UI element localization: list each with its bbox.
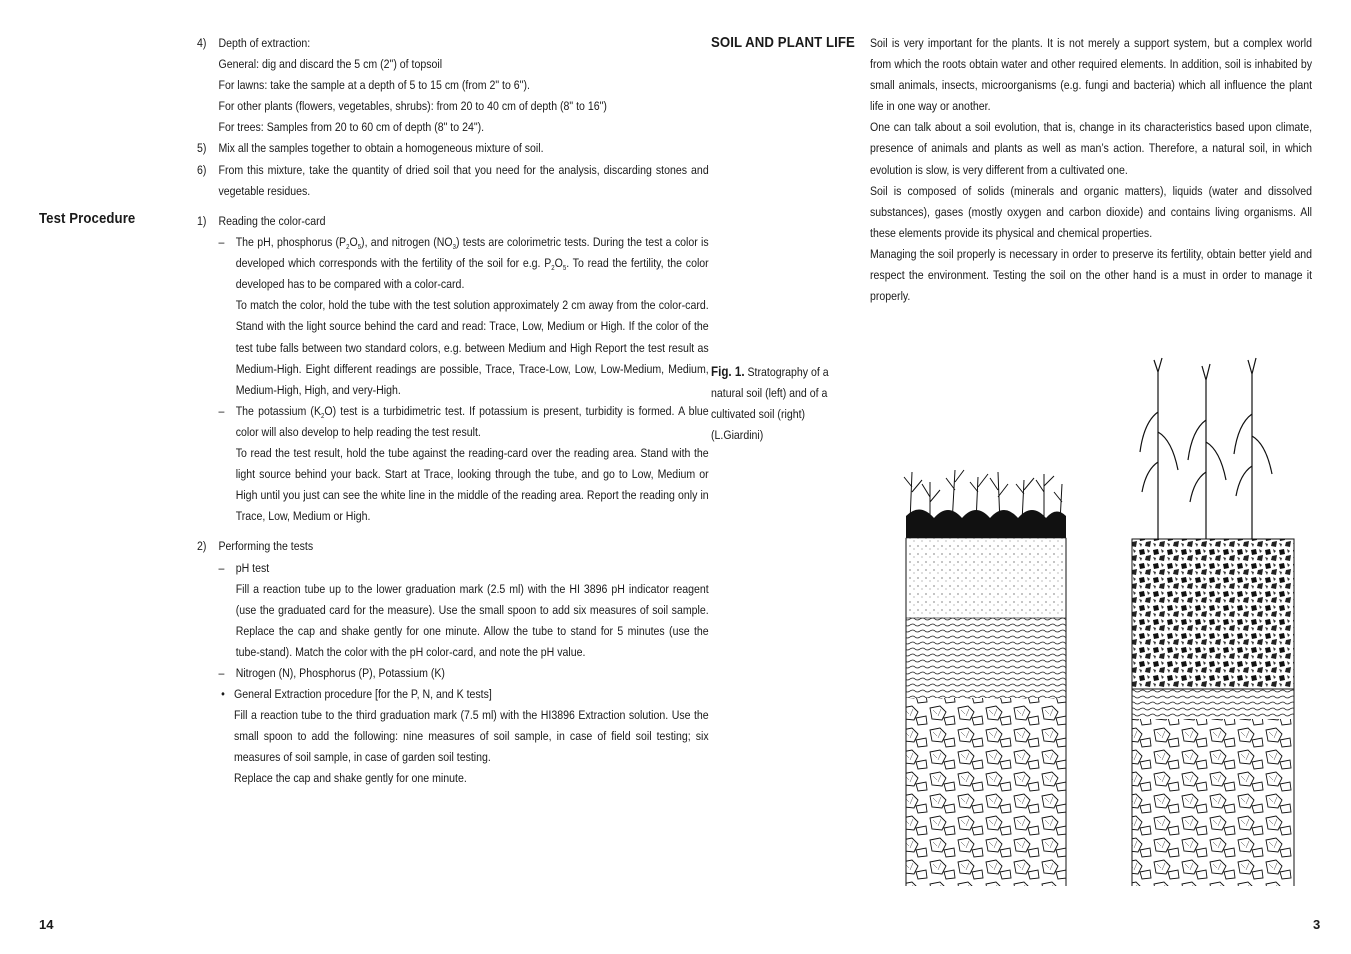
depth-line: For other plants (flowers, vegetables, shrubs): from 20 to 40 cm of depth (8" to 16") xyxy=(218,99,607,114)
figure-label: Fig. 1. xyxy=(711,364,745,379)
right-page xyxy=(676,0,1351,954)
test-procedure-heading: Test Procedure xyxy=(39,210,136,227)
step-2 xyxy=(197,536,709,557)
step-4 xyxy=(197,33,709,54)
paragraph: One can talk about a soil evolution, that is, change in its characteristics based upon climate, presence of animals and plants as well as man’s action. Therefore, a natural soil, in which evolution is slow, is very different from a cultivated one. xyxy=(870,120,1313,177)
step-title: From this mixture, take the quantity of dried soil that you need for the analysis, discarding stones and vegetable residues. xyxy=(218,162,709,198)
figure-caption-text: Stratography of a natural soil (left) and of a cultivated soil (right) (L.Giardini) xyxy=(711,365,829,443)
natural-soil-column xyxy=(904,470,1066,886)
ph-test-paragraph: Fill a reaction tube up to the lower graduation mark (2.5 ml) with the HI 3896 pH indicator reagent (use the graduated card for the measure). Use the small spoon to add six measures of soil sample. Replace the cap and shake gently for one minute. Allow the tube to stand for 5 minutes (use the tube-stand). Match the color with the pH color-card, and note the pH value. xyxy=(235,581,709,659)
paragraph: Soil is composed of solids (minerals and organic matters), liquids (water and dissolved substances), gases (mostly oxygen and carbon dioxide) and contains living organisms. All these elements provide its physical and chemical properties. xyxy=(870,183,1313,240)
read-result-paragraph: To read the test result, hold the tube against the reading-card over the reading area. Stand with the light source behind your back. Start at Trace, looking through the tube, and go to Low, Medium or High until you just can see the white line in the middle of the reading area. Report the reading only in Trace, Low, Medium or High. xyxy=(235,446,709,524)
extraction-procedure-paragraph: Fill a reaction tube to the third graduation mark (7.5 ml) with the HI3896 Extraction solution. Use the small spoon to add the following: nine measures of soil sample, in case of field soil testing; six measures of soil sample, in case of garden soil testing. xyxy=(233,708,709,765)
paragraph: Soil is very important for the plants. It is not merely a support system, but a complex world from which the roots obtain water and other required elements. In addition, soil is inhabited by small animals, insects, microorganisms (e.g. fungi and bacteria) which all influence the plant life in one way or another. xyxy=(870,36,1313,114)
step-number: 6) xyxy=(197,162,207,177)
step-title: Performing the tests xyxy=(218,539,314,554)
step-6 xyxy=(197,160,709,202)
ph-test-title: – pH test xyxy=(218,560,270,575)
depth-line: General: dig and discard the 5 cm (2") of topsoil xyxy=(218,57,443,72)
paragraph: Managing the soil properly is necessary in order to preserve its fertility, obtain better yield and respect the environment. Testing the soil on the other hand is a must in order to manage it properly. xyxy=(870,246,1313,304)
depth-line: For trees: Samples from 20 to 60 cm of depth (8" to 24"). xyxy=(218,120,485,135)
step-number: 1) xyxy=(197,214,207,228)
step-title: Reading the color-card xyxy=(218,214,326,228)
extraction-procedure-title: • General Extraction procedure [for the P, N, and K tests] xyxy=(221,687,492,702)
soil-plant-life-heading: SOIL AND PLANT LIFE xyxy=(711,34,855,51)
step-title: Depth of extraction: xyxy=(218,36,311,50)
step-1 xyxy=(197,211,709,232)
match-color-paragraph: To match the color, hold the tube with the test solution approximately 2 cm away from the color-card. Stand with the light source behind the card and read: Trace, Low, Medium or High. If the color of the test tube falls between two standard colors, e.g. between Medium and High Report the test result as Medium-High. Eight different readings are possible, Trace, Trace-Low, Low, Low-Medium, Medium, Medium-High, High, and very-High. xyxy=(235,298,709,397)
procedure-steps xyxy=(197,211,709,790)
potassium-paragraph: – The potassium $(K_2O)$ test is a turbidimetric test. If potassium is present, turbidity is formed. A blue color will also develop to help reading the test result. xyxy=(218,403,709,439)
page-number-left: 14 xyxy=(39,917,54,932)
replace-cap-line: Replace the cap and shake gently for one minute. xyxy=(233,771,467,786)
figure-caption xyxy=(711,361,879,446)
cultivated-soil-column xyxy=(1132,358,1294,886)
step-number: 2) xyxy=(197,539,207,554)
npk-title: – Nitrogen (N), Phosphorus (P), Potassium (K) xyxy=(218,665,445,680)
colorimetric-paragraph: – The pH, phosphorus $(P_2O_5)$, and nitrogen $(NO_3)$ tests are colorimetric tests. During the test a color is developed which corresponds with the fertility of the soil for e.g. $P_2O_5$. To read the fertility, the color developed has to be compared with a color-card. xyxy=(218,235,709,292)
soil-stratigraphy-illustration xyxy=(900,352,1300,892)
corn-plants xyxy=(1140,358,1272,539)
step-title: Mix all the samples together to obtain a homogeneous mixture of soil. xyxy=(218,141,544,156)
page-number-right: 3 xyxy=(1313,917,1321,932)
extraction-steps xyxy=(197,33,709,202)
step-number: 5) xyxy=(197,141,207,156)
step-number: 4) xyxy=(197,36,207,50)
soil-paragraphs xyxy=(870,33,1351,307)
depth-line: For lawns: take the sample at a depth of 5 to 15 cm (from 2" to 6"). xyxy=(218,78,530,93)
step-5 xyxy=(197,138,709,159)
